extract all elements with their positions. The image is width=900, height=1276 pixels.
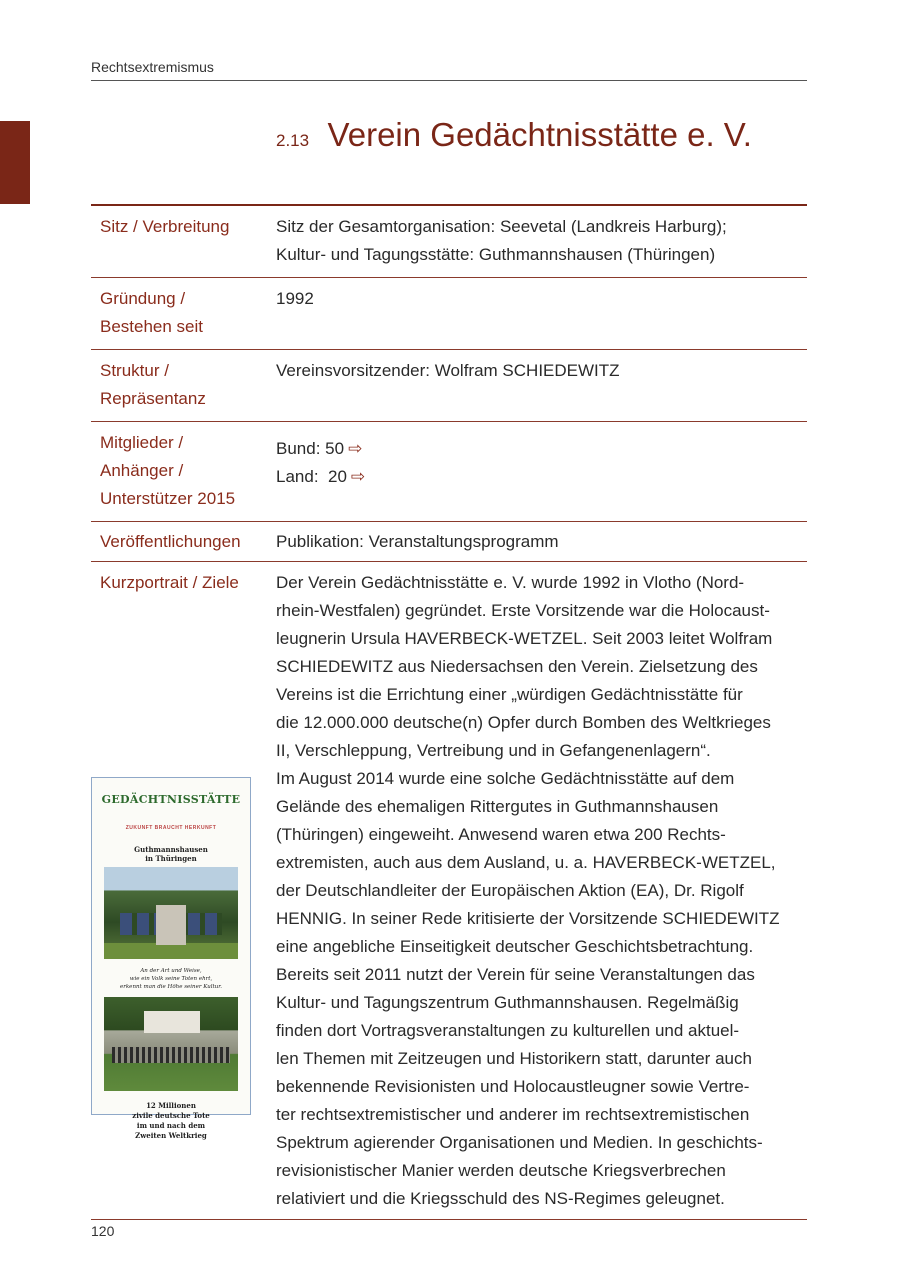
flyer-title: GEDÄCHTNISSTÄTTE (101, 793, 241, 806)
row-label (91, 429, 276, 513)
flyer-quote-line: An der Art und Weise, (140, 968, 202, 974)
row-label-column (91, 569, 276, 1213)
flyer-place-line: in Thüringen (145, 854, 197, 863)
row-label (91, 357, 276, 413)
value-line: Sitz der Gesamtorganisation: Seevetal (Landkreis Harburg); (276, 217, 727, 236)
row-struktur (91, 350, 807, 422)
row-veroeffentlichungen (91, 522, 807, 562)
text-line: extremisten, auch aus dem Ausland, u. a. HAVERBECK-WETZEL, (276, 853, 776, 872)
label-line: Bestehen seit (100, 317, 204, 336)
label-line: Anhänger / (100, 461, 184, 480)
text-line: finden dort Vortragsveranstaltungen zu kulturellen und aktuel- (276, 1021, 740, 1040)
row-label (91, 285, 276, 341)
running-head: Rechtsextremismus (91, 59, 807, 81)
arrow-right-icon: ⇨ (348, 439, 363, 458)
row-value (276, 213, 807, 269)
text-line: Kultur- und Tagungszentrum Guthmannshausen. Regelmäßig (276, 993, 739, 1012)
label-line: Struktur / (100, 361, 169, 380)
row-label: Kurzportrait / Ziele (100, 573, 239, 592)
text-line: revisionistischer Manier werden deutsche Kriegsverbrechen (276, 1161, 726, 1180)
text-line: ter rechtsextremistischer und anderer im rechtsextremistischen (276, 1105, 750, 1124)
row-gruendung (91, 278, 807, 350)
row-label: Sitz / Verbreitung (100, 217, 230, 236)
flyer-place-line: Guthmannshausen (134, 845, 208, 854)
flyer-subtitle: ZUKUNFT BRAUCHT HERKUNFT (125, 825, 217, 831)
info-table (91, 204, 807, 1220)
portrait-text (276, 569, 807, 1213)
row-kurzportrait (91, 562, 807, 1220)
land-count (276, 463, 807, 491)
text-line: Der Verein Gedächtnisstätte e. V. wurde 1992 in Vlotho (Nord- (276, 573, 745, 592)
row-label: Veröffentlichungen (100, 532, 241, 551)
arrow-right-icon: ⇨ (350, 467, 366, 486)
text-line: der Deutschlandleiter der Europäischen Aktion (EA), Dr. Rigolf (276, 881, 744, 900)
row-value (276, 429, 807, 513)
value-line: Kultur- und Tagungsstätte: Guthmannshausen (Thüringen) (276, 245, 716, 264)
photo-crowd (112, 1047, 230, 1063)
flyer-quote-line: wie ein Volk seine Toten ehrt, (129, 976, 213, 982)
text-line: relativiert und die Kriegsschuld des NS-Regimes geleugnet. (276, 1189, 725, 1208)
flyer-footer-line: 12 Millionen (146, 1101, 196, 1110)
photo-building (144, 1011, 200, 1033)
flyer-image (91, 777, 251, 1140)
row-mitglieder (91, 422, 807, 522)
row-sitz (91, 206, 807, 278)
land-label: Land: 20 (276, 467, 347, 486)
text-line: Im August 2014 wurde eine solche Gedächtnisstätte auf dem (276, 769, 735, 788)
flyer-footer-line: im und nach dem (136, 1121, 206, 1130)
text-line: Spektrum agierender Organisationen und Medien. In geschichts- (276, 1133, 763, 1152)
flyer-quote-line: erkennt man die Höhe seiner Kultur. (119, 984, 223, 990)
text-line: len Themen mit Zeitzeugen und Historikern statt, darunter auch (276, 1049, 752, 1068)
row-value: Publikation: Veranstaltungsprogramm (276, 532, 559, 551)
label-line: Gründung / (100, 289, 186, 308)
text-line: leugnerin Ursula HAVERBECK-WETZEL. Seit 2003 leitet Wolfram (276, 629, 773, 648)
chapter-title: Verein Gedächtnisstätte e. V. (327, 116, 752, 153)
label-line: Mitglieder / (100, 433, 184, 452)
chapter-number: 2.13 (276, 131, 310, 150)
flyer-footer (92, 1101, 250, 1141)
flyer-footer-line: Zweiten Weltkrieg (135, 1131, 207, 1140)
photo-memorial-stone (156, 905, 186, 945)
page-number: 120 (91, 1223, 115, 1239)
memorial-photo (104, 867, 238, 959)
gathering-photo (104, 997, 238, 1091)
text-line: Vereins ist die Errichtung einer „würdigen Gedächtnisstätte für (276, 685, 743, 704)
text-line: HENNIG. In seiner Rede kritisierte der Vorsitzende SCHIEDEWITZ (276, 909, 780, 928)
text-line: die 12.000.000 deutsche(n) Opfer durch Bomben des Weltkrieges (276, 713, 771, 732)
chapter-heading (276, 116, 752, 154)
text-line: II, Verschleppung, Vertreibung und in Gefangenenlagern“. (276, 741, 711, 760)
text-line: Bereits seit 2011 nutzt der Verein für seine Veranstaltungen das (276, 965, 755, 984)
text-line: Gelände des ehemaligen Rittergutes in Guthmannshausen (276, 797, 719, 816)
flyer-place (92, 845, 250, 863)
row-value: 1992 (276, 289, 314, 308)
bund-label: Bund: 50 (276, 439, 345, 458)
photo-grass (104, 943, 238, 959)
row-value: Vereinsvorsitzender: Wolfram SCHIEDEWITZ (276, 361, 620, 380)
text-line: rhein-Westfalen) gegründet. Erste Vorsitzende war die Holocaust- (276, 601, 770, 620)
label-line: Repräsentanz (100, 389, 206, 408)
flyer-footer-line: zivile deutsche Tote (132, 1111, 210, 1120)
text-line: SCHIEDEWITZ aus Niedersachsen den Verein. Zielsetzung des (276, 657, 758, 676)
flyer-quote (92, 967, 250, 991)
text-line: eine angebliche Einseitigkeit deutscher Geschichtsbetrachtung. (276, 937, 754, 956)
label-line: Unterstützer 2015 (100, 489, 236, 508)
chapter-side-tab (0, 121, 30, 204)
text-line: bekennende Revisionisten und Holocaustleugner sowie Vertre- (276, 1077, 750, 1096)
bund-count (276, 435, 807, 463)
text-line: (Thüringen) eingeweiht. Anwesend waren etwa 200 Rechts- (276, 825, 726, 844)
